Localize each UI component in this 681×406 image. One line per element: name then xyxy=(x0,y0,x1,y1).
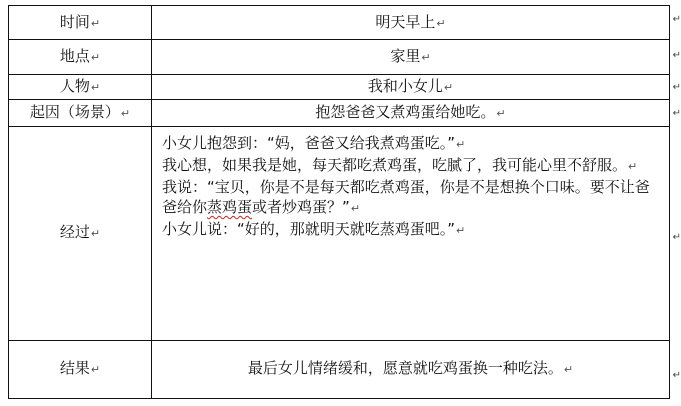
table-row-time xyxy=(9,6,670,40)
table-row-place xyxy=(9,40,670,74)
row-end-mark-icon: ↵ xyxy=(672,82,681,93)
place-label: 地点 xyxy=(59,46,90,65)
row-end-mark-icon: ↵ xyxy=(672,232,681,243)
label-cell-result xyxy=(9,340,152,398)
process-paragraph-text: 小女儿抱怨到：“妈，爸爸又给我煮鸡蛋吃。” xyxy=(162,133,456,152)
paragraph-mark-icon: ↵ xyxy=(421,50,431,64)
result-label: 结果 xyxy=(59,359,90,378)
process-paragraph xyxy=(162,177,661,219)
value-cell-time xyxy=(152,6,670,40)
value-cell-result xyxy=(152,340,670,398)
row-end-mark-icon: ↵ xyxy=(672,370,681,381)
process-paragraph-text: 小女儿说：“好的，那就明天就吃蒸鸡蛋吧。” xyxy=(162,219,456,238)
label-cell-cause xyxy=(9,99,152,126)
label-cell-time xyxy=(9,6,152,40)
row-end-mark-icon: ↵ xyxy=(672,108,681,119)
value-cell-cause xyxy=(152,99,670,126)
paragraph-mark-icon: ↵ xyxy=(90,80,101,94)
place-value: 家里 xyxy=(390,46,421,65)
row-end-mark-icon: ↵ xyxy=(672,14,681,25)
paragraph-mark-icon: ↵ xyxy=(350,201,361,215)
time-value: 明天早上 xyxy=(375,12,436,31)
table-row-process xyxy=(9,126,670,340)
paragraph-mark-icon: ↵ xyxy=(90,227,101,241)
people-value: 我和小女儿 xyxy=(367,76,443,95)
paragraph-mark-icon: ↵ xyxy=(90,363,101,377)
row-end-mark-icon: ↵ xyxy=(672,50,681,61)
paragraph-mark-icon: ↵ xyxy=(456,137,466,151)
cause-label: 起因（场景） xyxy=(29,102,120,121)
paragraph-mark-icon: ↵ xyxy=(563,363,574,377)
paragraph-mark-icon: ↵ xyxy=(90,50,101,64)
value-cell-people xyxy=(152,74,670,99)
paragraph-mark-icon: ↵ xyxy=(628,159,638,173)
people-label: 人物 xyxy=(59,76,90,95)
paragraph-mark-icon: ↵ xyxy=(90,16,101,30)
label-cell-place xyxy=(9,40,152,74)
cause-value: 抱怨爸爸又煮鸡蛋给她吃。 xyxy=(315,102,496,121)
spellcheck-underline: 蒸鸡蛋 xyxy=(207,197,253,216)
table-row-cause xyxy=(9,99,670,126)
paragraph-mark-icon: ↵ xyxy=(436,16,446,30)
process-paragraph xyxy=(162,155,661,177)
paragraph-mark-icon: ↵ xyxy=(456,223,466,237)
table-row-people xyxy=(9,74,670,99)
label-cell-process xyxy=(9,126,152,340)
time-label: 时间 xyxy=(59,12,90,31)
table-row-result xyxy=(9,340,670,398)
paragraph-mark-icon: ↵ xyxy=(120,106,131,120)
paragraph-mark-icon: ↵ xyxy=(496,106,506,120)
process-paragraph xyxy=(162,219,661,241)
process-paragraph xyxy=(162,133,661,155)
process-paragraph-text: 我说：“宝贝，你是不是每天都吃煮鸡蛋，你是不是想换个口味。要不让爸爸给你蒸鸡蛋或者炒鸡蛋？” xyxy=(162,177,650,216)
value-cell-place xyxy=(152,40,670,74)
process-paragraph-text: 我心想，如果我是她，每天都吃煮鸡蛋，吃腻了，我可能心里不舒服。 xyxy=(162,155,628,174)
result-value: 最后女儿情绪缓和，愿意就吃鸡蛋换一种吃法。 xyxy=(247,359,563,378)
paragraph-mark-icon: ↵ xyxy=(443,80,454,94)
event-table xyxy=(8,5,670,399)
label-cell-people xyxy=(9,74,152,99)
process-label: 经过 xyxy=(59,223,90,242)
process-narrative-cell xyxy=(152,126,670,340)
